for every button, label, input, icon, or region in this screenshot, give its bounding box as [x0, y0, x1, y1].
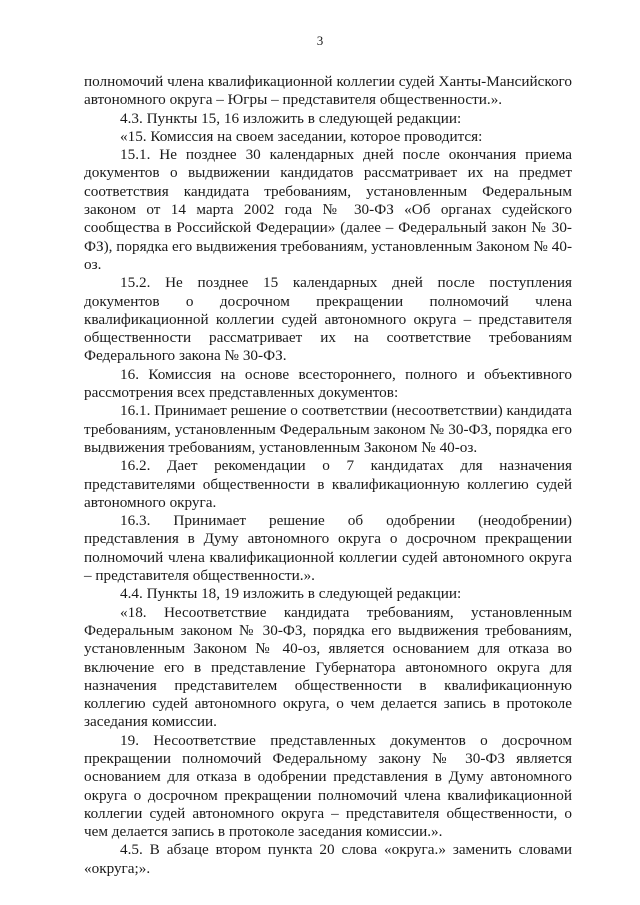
paragraph: 19. Несоответствие представленных документов о досрочном прекращении полномочий Федеральному закону № 30-ФЗ является основанием для отказа в одобрении представления в Думу автономного округа о досрочном прекращении полномочий члена квалификационной коллегии судей автономного округа – представителя общественности, о чем делается запись в протоколе заседания комиссии.». [84, 731, 572, 841]
paragraph: 16. Комиссия на основе всестороннего, полного и объективного рассмотрения всех представленных документов: [84, 365, 572, 402]
paragraph: 4.4. Пункты 18, 19 изложить в следующей редакции: [120, 585, 462, 603]
paragraph: 16.3. Принимает решение об одобрении (неодобрении) представления в Думу автономного округа о досрочном прекращении полномочий члена квалификационной коллегии судей автономного округа – представителя общественности.». [84, 512, 572, 585]
paragraph: «15. Комиссия на своем заседании, которое проводится: [120, 127, 483, 145]
paragraph: 15.2. Не позднее 15 календарных дней после поступления документов о досрочном прекращении полномочий члена квалификационной коллегии судей автономного округа – представителя общественности рассматривает их на соответствие требованиям Федерального закона № 30-ФЗ. [84, 274, 572, 365]
document-body [84, 73, 572, 878]
paragraph: 4.5. В абзаце втором пункта 20 слова «округа.» заменить словами «округа;». [84, 841, 572, 877]
page-number: 3 [316, 33, 324, 48]
paragraph: 15.1. Не позднее 30 календарных дней после окончания приема документов о выдвижении кандидатов рассматривает их на предмет соответствия кандидата требованиям, установленным Федеральным законом от 14 марта 2002 года № 30-ФЗ «Об органах судейского сообщества в Российской Федерации» (далее – Федеральный закон № 30-ФЗ), порядка его выдвижения требованиям, установленным Законом № 40-оз. [84, 146, 572, 273]
paragraph: «18. Несоответствие кандидата требованиям, установленным Федеральным законом № 30-ФЗ, порядка его выдвижения требованиям, установленным Законом № 40-оз, является основанием для отказа во включение его в представление Губернатора автономного округа для назначения представителем общественности в квалификационную коллегию судей автономного округа, о чем делается запись в протоколе заседания комиссии. [84, 603, 572, 731]
paragraph: 4.3. Пункты 15, 16 изложить в следующей редакции: [120, 109, 462, 127]
paragraph: полномочий члена квалификационной коллегии судей Ханты-Мансийского автономного округа – Югры – представителя общественности.». [84, 73, 572, 109]
paragraph: 16.1. Принимает решение о соответствии (несоответствии) кандидата требованиям, установленным Федеральным законом № 30-ФЗ, порядка его выдвижения требованиям, установленным Законом № 40-оз. [84, 402, 572, 456]
paragraph: 16.2. Дает рекомендации о 7 кандидатах для назначения представителями общественности в квалификационную коллегию судей автономного округа. [84, 457, 572, 511]
